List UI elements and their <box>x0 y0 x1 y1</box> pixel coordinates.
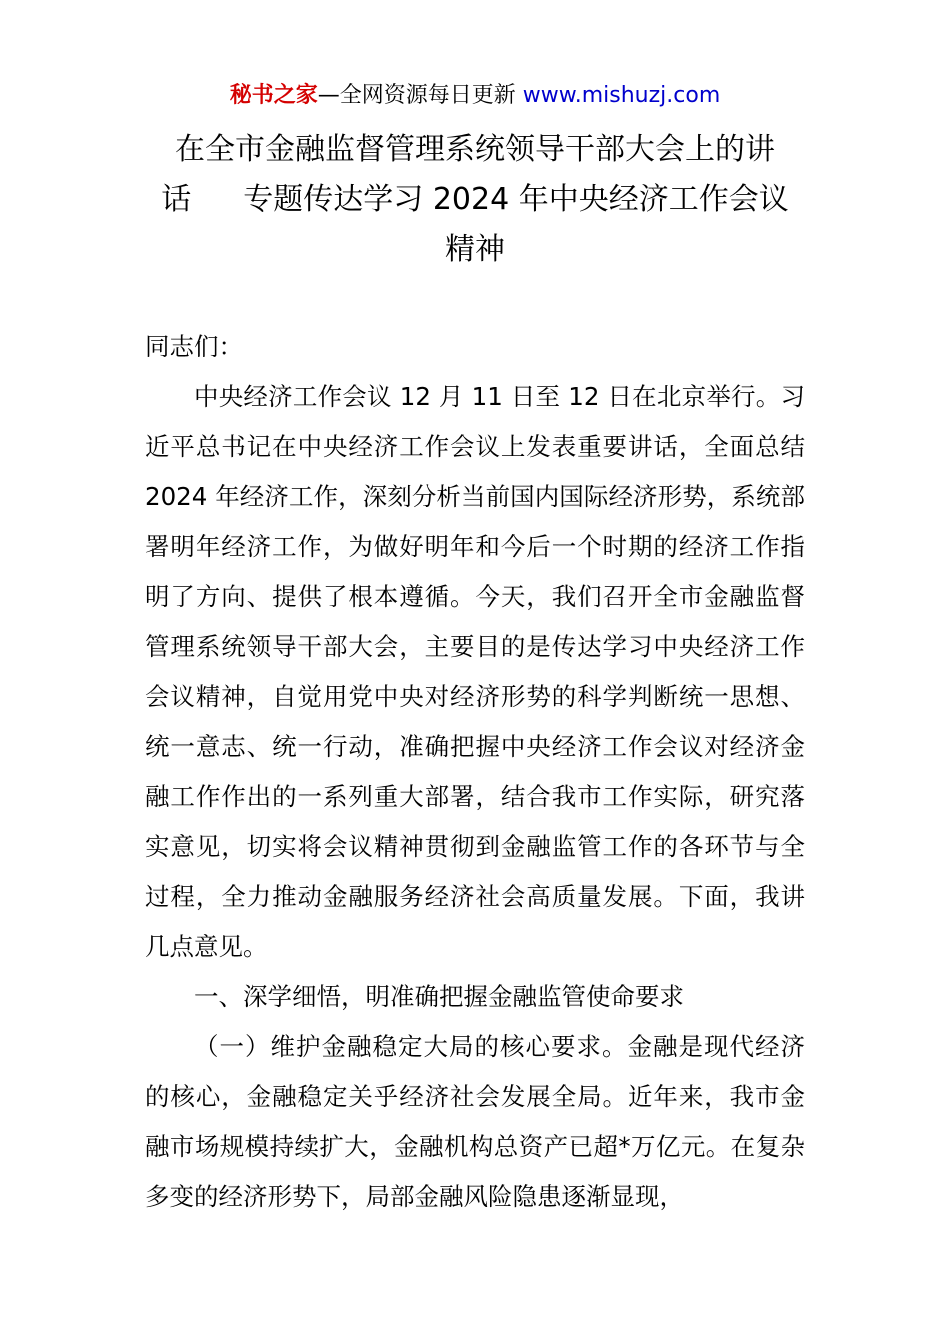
title-line-2 <box>145 175 805 225</box>
document-title <box>145 125 805 275</box>
section-heading-1: 一、深学细悟，明准确把握金融监管使命要求 <box>194 982 684 1011</box>
title-line-2-subtitle: 专题传达学习 2024 年中央经济工作会议 <box>243 182 789 217</box>
salutation: 同志们： <box>145 332 243 361</box>
title-line-2-start: 话 <box>161 182 192 217</box>
brand-name: 秘书之家 <box>229 83 318 108</box>
site-link[interactable]: www.mishuzj.com <box>522 83 721 108</box>
paragraph-core-requirement: （一）维护金融稳定大局的核心要求。金融是现代经济的核心，金融稳定关乎经济社会发展全局。近年来，我市金融市场规模持续扩大，金融机构总资产已超*万亿元。在复杂多变的经济形势下，局部金融风险隐患逐渐显现， <box>145 1032 805 1211</box>
header-slogan: —全网资源每日更新 <box>317 83 523 108</box>
title-line-3: 精神 <box>445 232 505 267</box>
site-header <box>0 80 950 112</box>
paragraph-intro: 中央经济工作会议 12 月 11 日至 12 日在北京举行。习近平总书记在中央经济工作会议上发表重要讲话，全面总结 2024 年经济工作，深刻分析当前国内国际经济形势，系统部署明年经济工作，为做好明年和今后一个时期的经济工作指明了方向、提供了根本遵循。今天，我们召开全市金融监督管理系统领导干部大会，主要目的是传达学习中央经济工作会议精神，自觉用党中央对经济形势的科学判断统一思想、统一意志、统一行动，准确把握中央经济工作会议对经济金融工作作出的一系列重大部署，结合我市工作实际，研究落实意见，切实将会议精神贯彻到金融监管工作的各环节与全过程，全力推动金融服务经济社会高质量发展。下面，我讲几点意见。 <box>145 382 805 961</box>
speech-body <box>145 322 805 1222</box>
title-line-1: 在全市金融监督管理系统领导干部大会上的讲 <box>175 132 775 167</box>
